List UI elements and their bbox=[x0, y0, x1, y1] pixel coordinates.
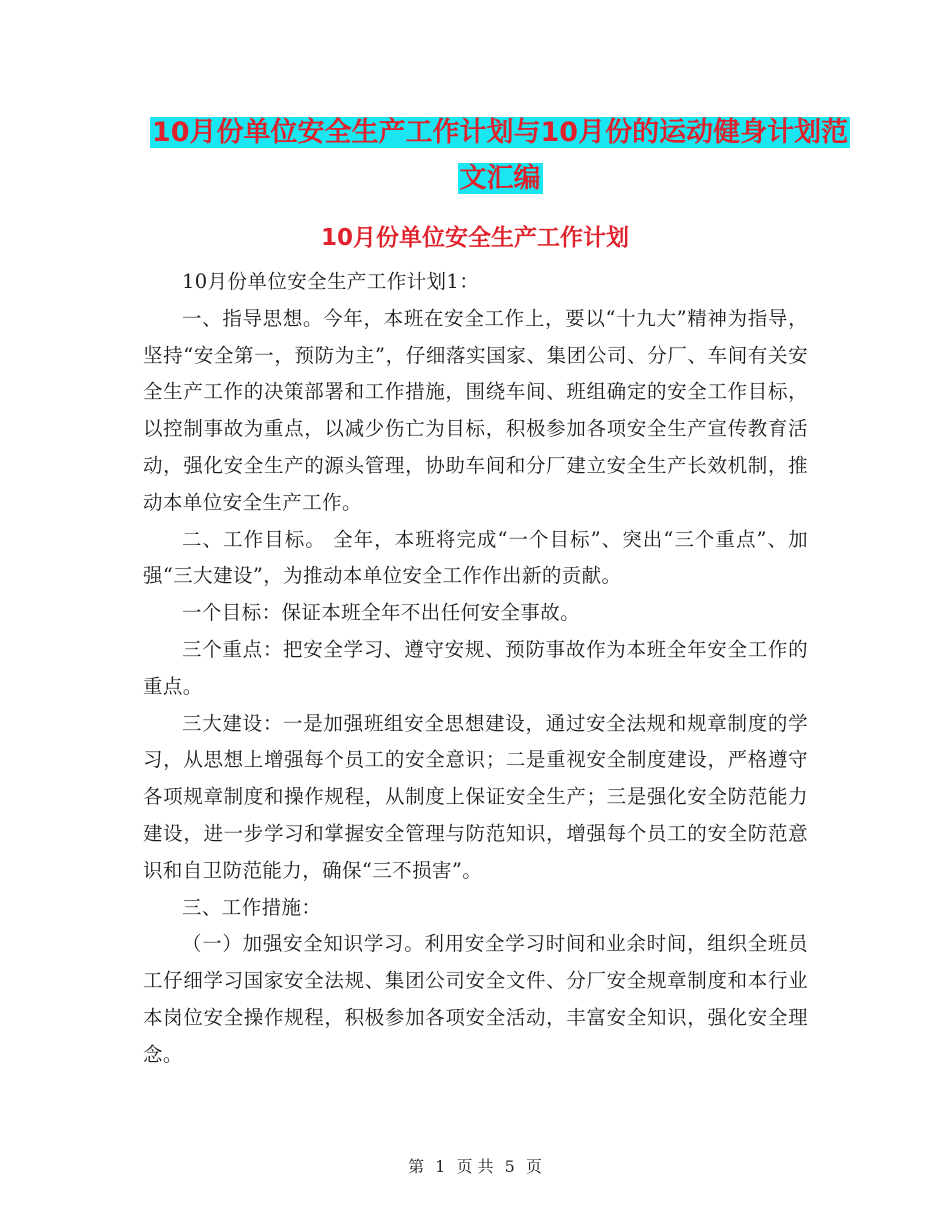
paragraph-one-goal: 一个目标：保证本班全年不出任何安全事故。 bbox=[182, 601, 581, 625]
document-title-text: 10月份单位安全生产工作计划与10月份的运动健身计划范文汇编 bbox=[151, 117, 849, 194]
footer-middle: 页 共 bbox=[456, 1157, 494, 1176]
document-body bbox=[143, 264, 808, 1074]
footer-total-pages: 5 bbox=[504, 1157, 515, 1176]
footer-current-page: 1 bbox=[435, 1157, 446, 1176]
footer-suffix: 页 bbox=[525, 1157, 542, 1176]
section-title: 10月份单位安全生产工作计划 bbox=[320, 225, 629, 251]
footer-prefix: 第 bbox=[408, 1157, 425, 1176]
document-title bbox=[140, 110, 860, 202]
paragraph-work-goal: 二、工作目标。 全年，本班将完成“一个目标”、突出“三个重点”、加强“三大建设”，为推动本单位安全工作作出新的贡献。 bbox=[143, 527, 808, 588]
paragraph-three-construction: 三大建设：一是加强班组安全思想建设，通过安全法规和规章制度的学习，从思想上增强每个员工的安全意识；二是重视安全制度建设，严格遵守各项规章制度和操作规程，从制度上保证安全生产；三是强化安全防范能力建设，进一步学习和掌握安全管理与防范知识，增强每个员工的安全防范意识和自卫防范能力，确保“三不损害”。 bbox=[143, 711, 808, 882]
paragraph-plan-heading: 10月份单位安全生产工作计划1： bbox=[182, 270, 480, 293]
paragraph-three-focus: 三个重点：把安全学习、遵守安规、预防事故作为本班全年安全工作的重点。 bbox=[143, 637, 808, 698]
page-footer bbox=[0, 1156, 950, 1178]
paragraph-work-measures: 三、工作措施： bbox=[182, 895, 322, 919]
paragraph-guiding-idea: 一、指导思想。今年，本班在安全工作上，要以“十九大”精神为指导，坚持“安全第一，预防为主”，仔细落实国家、集团公司、分厂、车间有关安全生产工作的决策部署和工作措施，围绕车间、班组确定的安全工作目标，以控制事故为重点，以减少伤亡为目标，积极参加各项安全生产宣传教育活动，强化安全生产的源头管理，协助车间和分厂建立安全生产长效机制，推动本单位安全生产工作。 bbox=[143, 306, 808, 514]
paragraph-measure-one: （一）加强安全知识学习。利用安全学习时间和业余时间，组织全班员工仔细学习国家安全法规、集团公司安全文件、分厂安全规章制度和本行业本岗位安全操作规程，积极参加各项安全活动，丰富安全知识，强化安全理念。 bbox=[143, 932, 808, 1066]
